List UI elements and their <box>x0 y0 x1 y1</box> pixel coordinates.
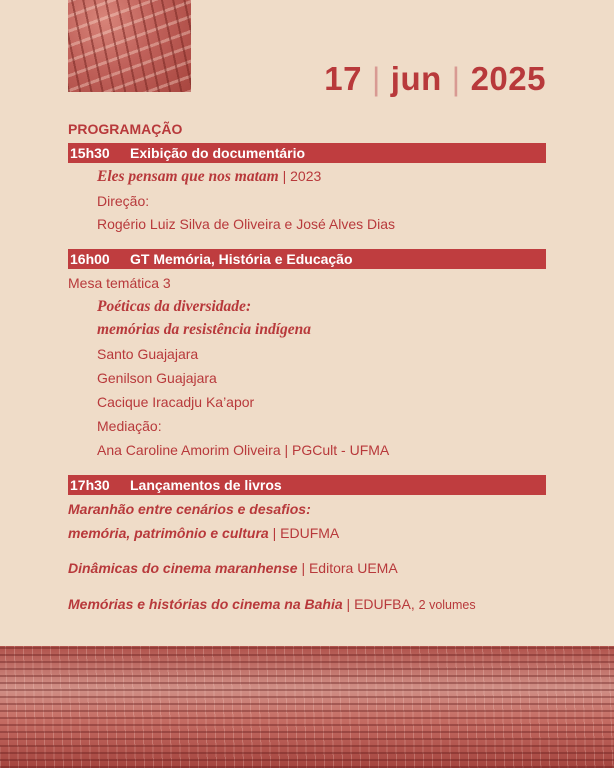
footer-photo <box>0 646 614 768</box>
schedule-bar-3 <box>68 475 546 495</box>
mediation-label: Mediação: <box>97 418 162 434</box>
theme-line-1: Poéticas da diversidade: <box>97 298 252 315</box>
section-title: PROGRAMAÇÃO <box>68 121 183 137</box>
film-line <box>97 168 321 186</box>
date-separator: | <box>451 60 461 97</box>
event-date <box>324 60 546 98</box>
film-title: Eles pensam que nos matam <box>97 168 279 185</box>
date-year: 2025 <box>470 60 546 97</box>
schedule-bar-1 <box>68 143 546 163</box>
theme-line-2: memórias da resistência indígena <box>97 321 311 338</box>
schedule-time: 15h30 <box>70 145 110 161</box>
schedule-title: GT Memória, História e Educação <box>130 251 353 267</box>
schedule-time: 17h30 <box>70 477 110 493</box>
book-3-note: 2 volumes <box>418 598 476 612</box>
book-2-publisher: | Editora UEMA <box>301 560 398 576</box>
book-1-title-line-1: Maranhão entre cenários e desafios: <box>68 501 311 517</box>
book-3-title: Memórias e histórias do cinema na Bahia <box>68 596 343 612</box>
speaker: Cacique Iracadju Ka’apor <box>97 394 255 410</box>
speaker: Genilson Guajajara <box>97 370 217 386</box>
book-2-title: Dinâmicas do cinema maranhense <box>68 560 298 576</box>
directors: Rogério Luiz Silva de Oliveira e José Alves Dias <box>97 216 396 232</box>
date-month: jun <box>390 60 442 97</box>
film-year: | 2023 <box>282 168 322 184</box>
date-day: 17 <box>324 60 362 97</box>
header-photo <box>68 0 191 92</box>
schedule-title: Exibição do documentário <box>130 145 306 161</box>
book-3 <box>68 596 476 612</box>
book-3-publisher: | EDUFBA, <box>346 596 415 612</box>
mesa-label: Mesa temática 3 <box>68 275 171 291</box>
book-1-title-line-2: memória, patrimônio e cultura <box>68 525 269 541</box>
speaker: Santo Guajajara <box>97 346 199 362</box>
mediator: Ana Caroline Amorim Oliveira | PGCult - UFMA <box>97 442 390 458</box>
schedule-bar-2 <box>68 249 546 269</box>
date-separator: | <box>371 60 381 97</box>
schedule-time: 16h00 <box>70 251 110 267</box>
schedule-title: Lançamentos de livros <box>130 477 282 493</box>
book-1-line-2 <box>68 525 339 541</box>
book-2 <box>68 560 398 576</box>
book-1-publisher: | EDUFMA <box>272 525 340 541</box>
direction-label: Direção: <box>97 193 150 209</box>
